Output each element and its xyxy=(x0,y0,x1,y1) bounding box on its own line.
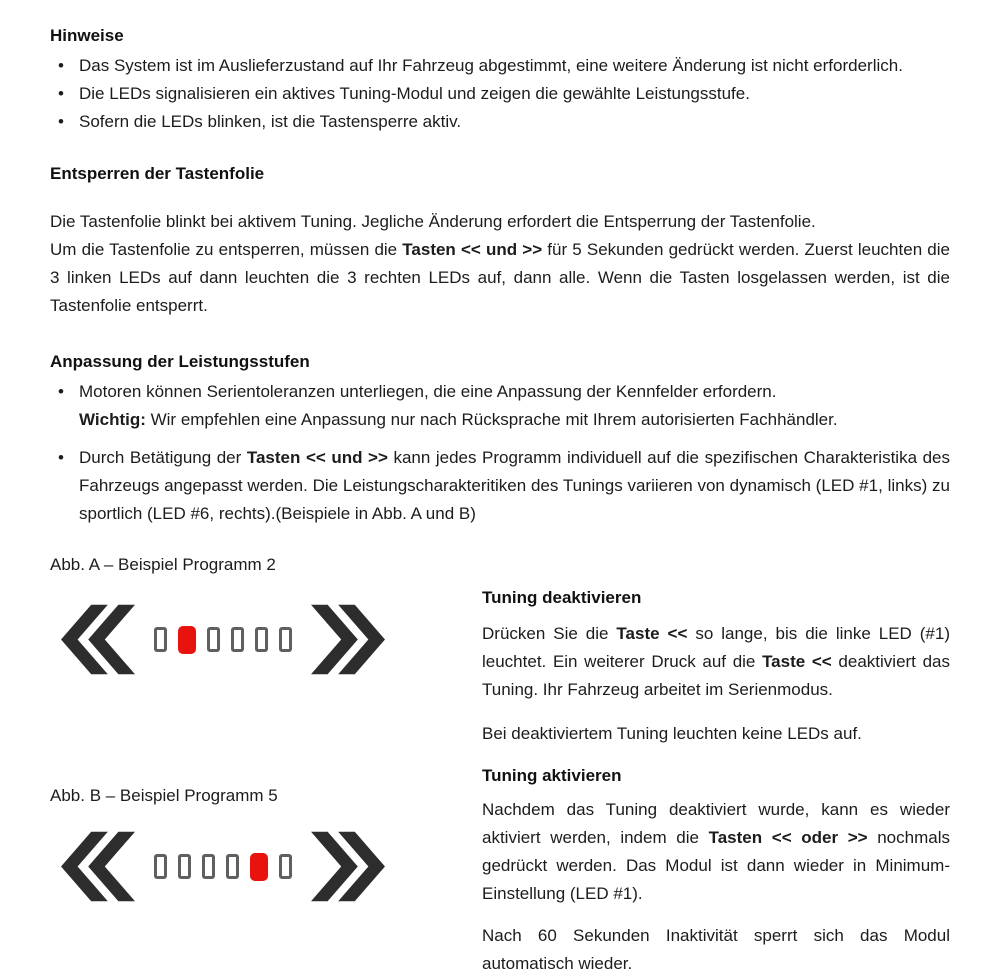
anpassung-list xyxy=(50,378,950,528)
led-off xyxy=(255,627,268,652)
section-title-tuning-deaktivieren: Tuning deaktivieren xyxy=(482,588,642,607)
led-on xyxy=(250,853,268,881)
paragraph: Bei deaktiviertem Tuning leuchten keine LEDs auf. xyxy=(482,724,862,743)
led-off xyxy=(154,627,167,652)
figure-b-led-display xyxy=(58,831,482,902)
paragraph: Um die Tastenfolie zu entsperren, müssen die Tasten << und >> für 5 Sekunden gedrückt werden. Zuerst leuchten die 3 linken LEDs auf dann leuchten die 3 rechten LEDs auf, dann alle. Wenn die Tasten losgelassen werden, ist die Tastenfolie entsperrt. xyxy=(50,240,950,315)
paragraph: Drücken Sie die Taste << so lange, bis die linke LED (#1) leuchtet. Ein weiterer Druck auf die Taste << deaktiviert das Tuning. Ihr Fahrzeug arbeitet im Serienmodus. xyxy=(482,624,950,699)
paragraph: • Motoren können Serientoleranzen unterliegen, die eine Anpassung der Kennfelder erfordern. xyxy=(79,382,777,401)
led-off xyxy=(231,627,244,652)
paragraph: Wichtig: Wir empfehlen eine Anpassung nur nach Rücksprache mit Ihrem autorisierten Fachhändler. xyxy=(79,410,838,429)
section-title-tuning-aktivieren: Tuning aktivieren xyxy=(482,766,622,785)
figure-a-label: Abb. A – Beispiel Programm 2 xyxy=(50,555,276,574)
led-off xyxy=(154,854,167,879)
led-off xyxy=(202,854,215,879)
paragraph: Die Tastenfolie blinkt bei aktivem Tuning. Jegliche Änderung erfordert die Entsperrung der Tastenfolie. xyxy=(50,212,816,231)
instructions-column xyxy=(482,552,950,975)
chevrons-right-icon xyxy=(308,604,388,675)
figures-and-instructions xyxy=(50,552,950,975)
led-off xyxy=(207,627,220,652)
led-off xyxy=(226,854,239,879)
chevrons-left-icon xyxy=(58,831,138,902)
led-off xyxy=(279,854,292,879)
figure-b-label: Abb. B – Beispiel Programm 5 xyxy=(50,786,278,805)
led-on xyxy=(178,626,196,654)
paragraph: Nachdem das Tuning deaktiviert wurde, kann es wieder aktiviert werden, indem die Tasten << oder >> nochmals gedrückt werden. Das Modul ist dann wieder in Minimum-Einstellung (LED #1). xyxy=(482,800,950,903)
hinweise-list xyxy=(50,52,950,136)
list-item: • Durch Betätigung der Tasten << und >> kann jedes Programm individuell auf die spezifischen Charakteristika des Fahrzeugs angepasst werden. Die Leistungscharakteritiken des Tunings variieren von dynamisch (LED #1, links) zu sportlich (LED #6, rechts).(Beispiele in Abb. A und B) xyxy=(50,444,950,528)
list-item: • Sofern die LEDs blinken, ist die Tastensperre aktiv. xyxy=(50,108,950,136)
figures-column xyxy=(50,552,482,975)
led-row xyxy=(154,853,292,881)
led-row xyxy=(154,626,292,654)
section-title-anpassung: Anpassung der Leistungsstufen xyxy=(50,352,310,371)
led-off xyxy=(279,627,292,652)
list-item xyxy=(50,378,950,434)
led-off xyxy=(178,854,191,879)
section-title-entsperren: Entsperren der Tastenfolie xyxy=(50,164,265,183)
paragraph: Nach 60 Sekunden Inaktivität sperrt sich das Modul automatisch wieder. xyxy=(482,926,950,973)
chevrons-right-icon xyxy=(308,831,388,902)
chevrons-left-icon xyxy=(58,604,138,675)
section-title-hinweise: Hinweise xyxy=(50,26,124,45)
list-item: • Das System ist im Auslieferzustand auf Ihr Fahrzeug abgestimmt, eine weitere Änderung ist nicht erforderlich. xyxy=(50,52,950,80)
figure-a-led-display xyxy=(58,604,482,675)
list-item: • Die LEDs signalisieren ein aktives Tuning-Modul und zeigen die gewählte Leistungsstufe. xyxy=(50,80,950,108)
